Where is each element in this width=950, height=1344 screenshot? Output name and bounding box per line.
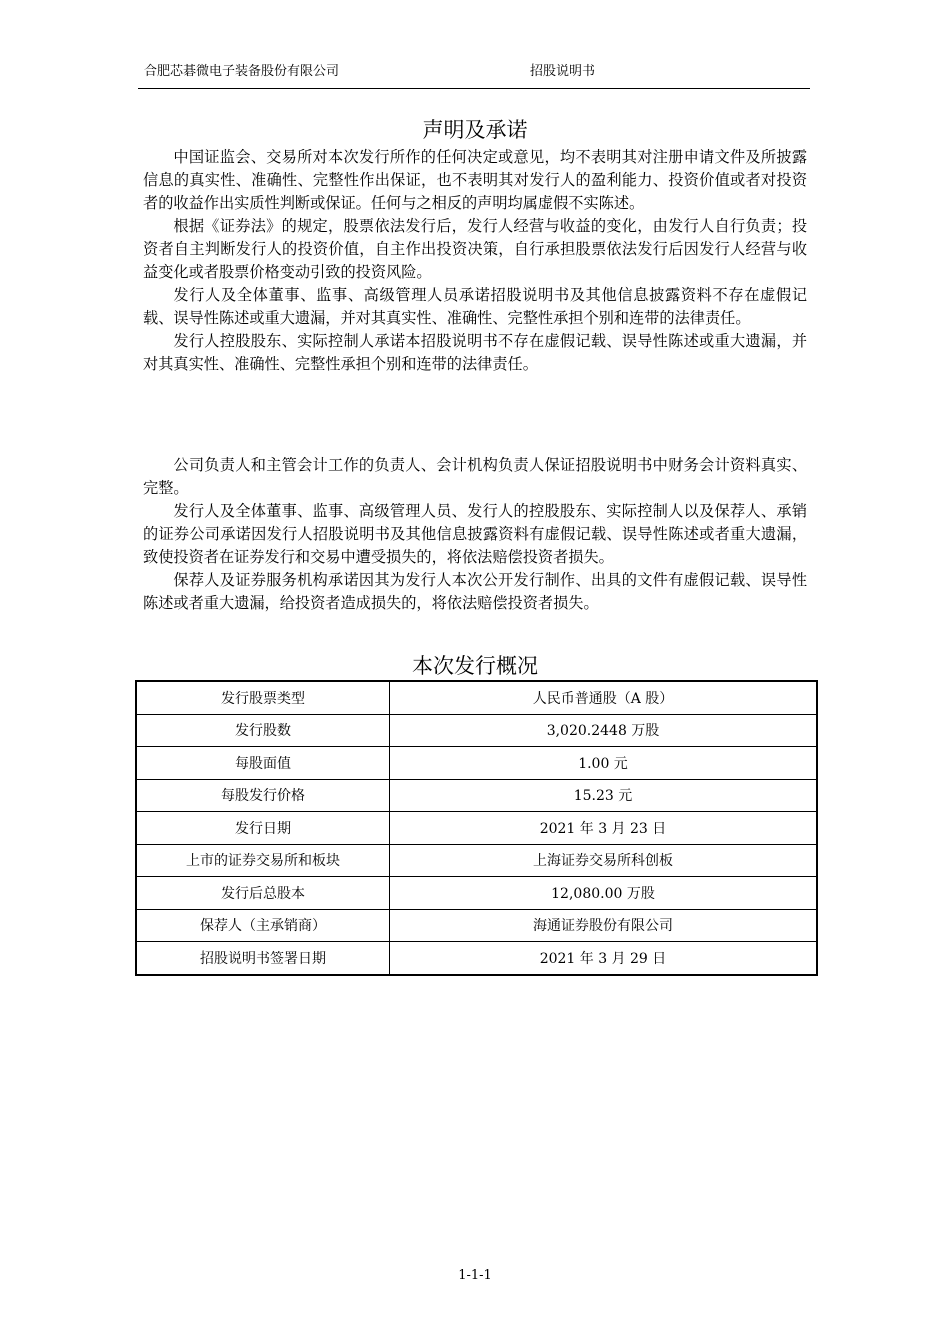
row-value: 2021 年 3 月 23 日 [390, 812, 818, 845]
paragraph: 根据《证券法》的规定，股票依法发行后，发行人经营与收益的变化，由发行人自行负责；投资者自主判断发行人的投资价值，自主作出投资决策，自行承担股票依法发行后因发行人经营与收益变化或者股票价格变动引致的投资风险。 [143, 217, 807, 281]
declaration-paragraphs-group2 [143, 454, 807, 615]
paragraph: 发行人及全体董事、监事、高级管理人员、发行人的控股股东、实际控制人以及保荐人、承销的证券公司承诺因发行人招股说明书及其他信息披露资料有虚假记载、误导性陈述或者重大遗漏，致使投资者在证券发行和交易中遭受损失的，将依法赔偿投资者损失。 [143, 502, 807, 566]
table-row [136, 844, 817, 877]
offering-overview-table [135, 680, 818, 976]
paragraph: 中国证监会、交易所对本次发行所作的任何决定或意见，均不表明其对注册申请文件及所披露信息的真实性、准确性、完整性作出保证，也不表明其对发行人的盈利能力、投资价值或者对投资者的收益作出实质性判断或保证。任何与之相反的声明均属虚假不实陈述。 [143, 148, 807, 212]
row-label: 上市的证券交易所和板块 [136, 844, 390, 877]
paragraph: 发行人控股股东、实际控制人承诺本招股说明书不存在虚假记载、误导性陈述或重大遗漏，并对其真实性、准确性、完整性承担个别和连带的法律责任。 [143, 332, 807, 373]
row-value: 1.00 元 [390, 747, 818, 780]
table-row [136, 812, 817, 845]
row-value: 上海证券交易所科创板 [390, 844, 818, 877]
row-label: 发行日期 [136, 812, 390, 845]
row-label: 每股面值 [136, 747, 390, 780]
table-row [136, 909, 817, 942]
paragraph: 保荐人及证券服务机构承诺因其为发行人本次公开发行制作、出具的文件有虚假记载、误导性陈述或者重大遗漏，给投资者造成损失的，将依法赔偿投资者损失。 [143, 571, 807, 612]
paragraph: 发行人及全体董事、监事、高级管理人员承诺招股说明书及其他信息披露资料不存在虚假记载、误导性陈述或重大遗漏，并对其真实性、准确性、完整性承担个别和连带的法律责任。 [143, 286, 807, 327]
page-number: 1-1-1 [458, 1268, 492, 1283]
table-row [136, 942, 817, 975]
row-label: 发行股票类型 [136, 681, 390, 714]
company-name: 合肥芯碁微电子装备股份有限公司 [144, 64, 340, 79]
document-title: 招股说明书 [530, 64, 596, 79]
row-label: 发行后总股本 [136, 877, 390, 910]
row-label: 保荐人（主承销商） [136, 909, 390, 942]
row-label: 每股发行价格 [136, 779, 390, 812]
declaration-title: 声明及承诺 [422, 118, 528, 142]
overview-title: 本次发行概况 [412, 654, 538, 678]
page-header [138, 58, 810, 89]
paragraph: 公司负责人和主管会计工作的负责人、会计机构负责人保证招股说明书中财务会计资料真实、完整。 [143, 456, 807, 497]
row-value: 15.23 元 [390, 779, 818, 812]
row-label: 招股说明书签署日期 [136, 942, 390, 975]
row-value: 3,020.2448 万股 [390, 714, 818, 747]
declaration-paragraphs-group1 [143, 146, 807, 376]
table-row [136, 877, 817, 910]
table-row [136, 747, 817, 780]
row-value: 人民币普通股（A 股） [390, 681, 818, 714]
row-value: 海通证券股份有限公司 [390, 909, 818, 942]
table-row [136, 681, 817, 714]
row-value: 12,080.00 万股 [390, 877, 818, 910]
table-row [136, 779, 817, 812]
table-row [136, 714, 817, 747]
row-label: 发行股数 [136, 714, 390, 747]
row-value: 2021 年 3 月 29 日 [390, 942, 818, 975]
